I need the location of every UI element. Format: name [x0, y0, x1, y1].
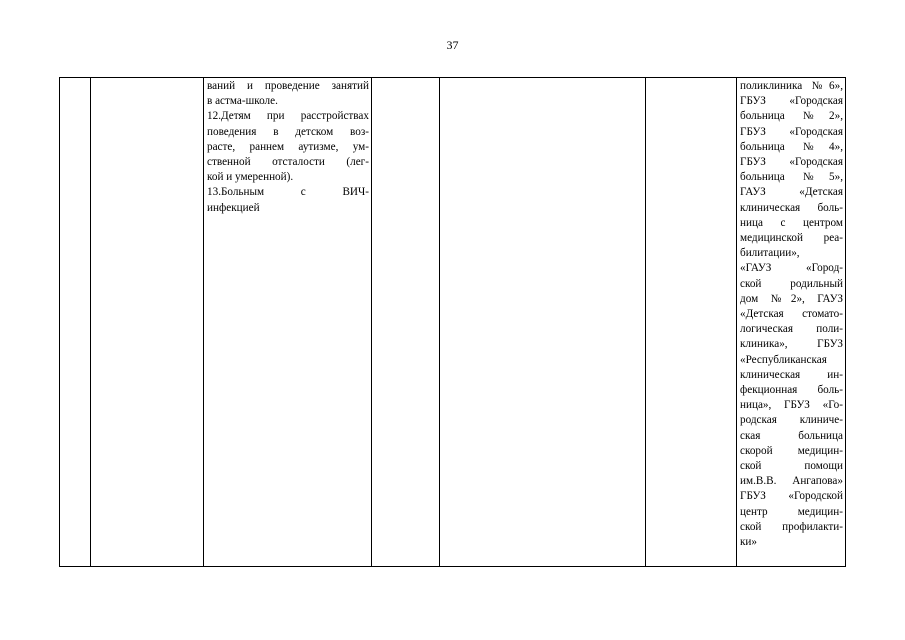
text-line: больница №5»,: [740, 171, 843, 184]
text-line: ГБУЗ «Городская: [740, 125, 843, 138]
text-line: «Детская стомато-: [740, 308, 843, 321]
text-line: ГАУЗ «Детская: [740, 186, 843, 199]
text-line: им.В.В. Ангапова»: [740, 475, 843, 488]
text-line: 12.Детям при расстройствах: [207, 110, 369, 123]
text-line: ваний и проведение занятий: [207, 80, 369, 92]
table-cell-col-3: [204, 78, 372, 567]
document-table: [59, 77, 846, 567]
text-line: скорой медицин-: [740, 444, 843, 457]
table-cell-col-2: [91, 78, 204, 567]
table-cell-col-4: [372, 78, 440, 567]
text-line: клиническая ин-: [740, 368, 843, 381]
text-line: ственной отсталости (лег-: [207, 156, 369, 169]
text-line: билитации»,: [740, 247, 800, 260]
text-line: инфекцией: [207, 201, 260, 214]
column-3-text: [207, 79, 369, 216]
text-line: ГБУЗ «Городская: [740, 95, 843, 108]
column-7-text: [740, 79, 843, 550]
text-line: кой и умеренной).: [207, 171, 294, 184]
text-line: ской помощи: [740, 460, 843, 473]
table-cell-col-6: [646, 78, 737, 567]
text-line: поликлиника №6»,: [740, 80, 843, 92]
text-line: «ГАУЗ «Город-: [740, 262, 843, 275]
text-line: логическая поли-: [740, 323, 843, 336]
text-line: ской профилакти-: [740, 520, 843, 533]
text-line: ница с центром: [740, 216, 843, 229]
text-line: ской родильный: [740, 277, 843, 290]
text-line: клиника», ГБУЗ: [740, 338, 843, 351]
table-cell-col-1: [60, 78, 91, 567]
text-line: поведения в детском воз-: [207, 125, 369, 138]
text-line: больница №2»,: [740, 110, 843, 123]
text-line: клиническая боль-: [740, 201, 843, 214]
text-line: «Республиканская: [740, 353, 827, 366]
text-line: ки»: [740, 536, 758, 549]
text-line: расте, раннем аутизме, ум-: [207, 140, 369, 153]
table-cell-col-7: [737, 78, 846, 567]
text-line: центр медицин-: [740, 505, 843, 518]
text-line: медицинской реа-: [740, 232, 843, 245]
table-row: [60, 78, 846, 567]
text-line: ГБУЗ «Городская: [740, 156, 843, 169]
text-line: в астма-школе.: [207, 95, 278, 108]
text-line: ница», ГБУЗ «Го-: [740, 399, 843, 412]
text-line: ГБУЗ «Городской: [740, 490, 843, 503]
text-line: 13.Больным с ВИЧ-: [207, 186, 369, 199]
text-line: больница №4»,: [740, 140, 843, 153]
table-cell-col-5: [440, 78, 646, 567]
page-number: 37: [446, 38, 459, 52]
text-line: фекционная боль-: [740, 384, 843, 397]
text-line: родская клиниче-: [740, 414, 843, 427]
text-line: дом №2», ГАУЗ: [740, 292, 843, 305]
text-line: ская больница: [740, 429, 843, 442]
